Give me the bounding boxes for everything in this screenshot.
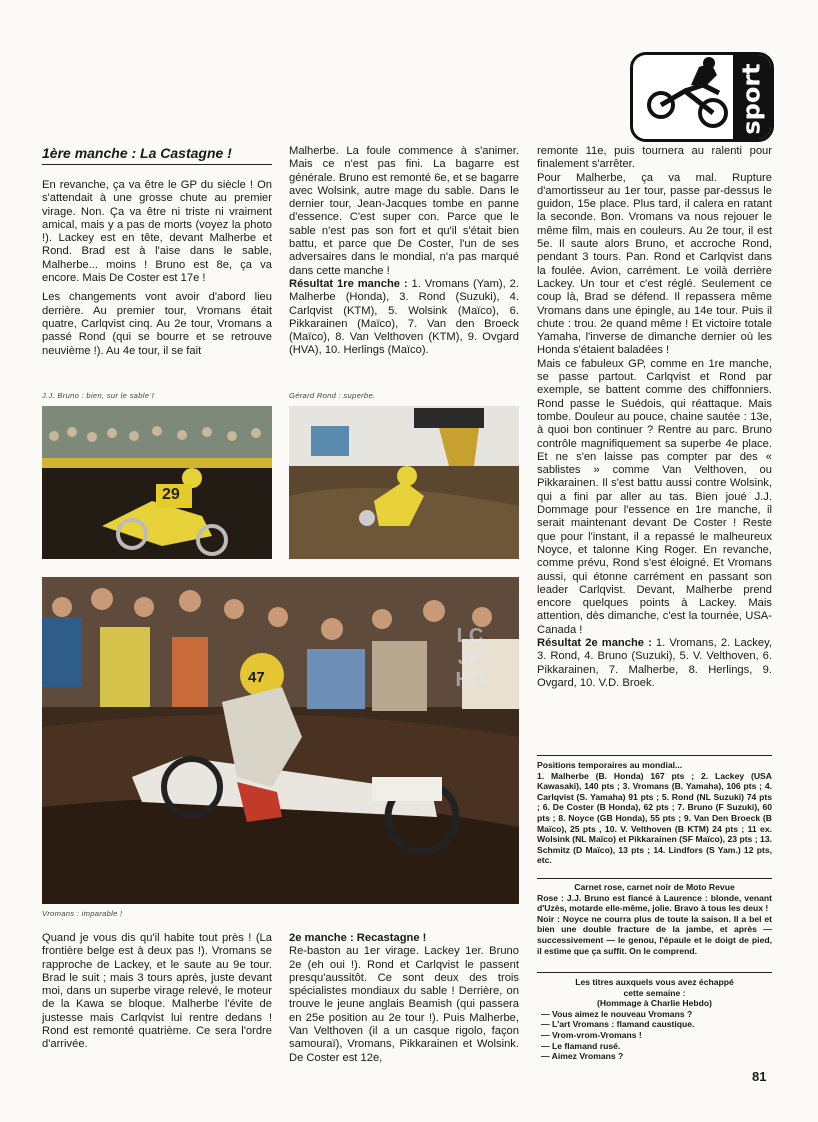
carnet-title: Carnet rose, carnet noir de Moto Revue — [574, 882, 735, 892]
paragraph: Pour Malherbe, ça va mal. Rupture d'amortisseur au 1er tour, passe par-dessus le guidon, 15e place. Plus tard, il calera en ratant la seconde. Bon. Vromans va nous rejouer le même film, mais en couleurs. Au 2e tour, il est 5e. Il saute alors Bruno, et accroche Rond, pendant 3 tours. Pan. Rond et Carlqvist dans la foulée. Avion, carrément. Le voilà derrière Lackey. Un tour et c'est réglé. Seulement ce coup là, Brad se défend. Il repassera même Vromans dans une épingle, au 14e tour. Puis il chute : trou. 2e quand même ! Et victoire totale Yamaha, l'inverse de dimanche dernier où les Honda s'étaient baladées ! — [537, 171, 772, 357]
result-first-heat: Résultat 1re manche : 1. Vromans (Yam), 2. Malherbe (Honda), 3. Rond (Suzuki), 4. Carlqvist (KTM), 5. Wolsink (Maïco), 6. Pikkarainen (Maïco), 7. Van den Broeck (Maïco), 8. Van Velthoven (KTM), 9. Ovgard (HVA), 10. Herlings (Maïco). — [289, 277, 519, 357]
titres-title: Les titres auxquels vous avez échappé — [575, 977, 734, 987]
list-item: — Vrom-vrom-Vromans ! — [541, 1029, 642, 1040]
photo-caption: J.J. Bruno : bien, sur le sable ! — [42, 391, 155, 400]
result-second-heat: Résultat 2e manche : 1. Vromans, 2. Lackey, 3. Rond, 4. Bruno (Suzuki), 5. V. Velthoven, 6. Pikkarainen, 7. Malherbe, 8. Herlings, 9. Ovgard, 10. V.D. Broek. — [537, 636, 772, 689]
rider-number: 47 — [248, 669, 265, 686]
watermark-text: JP — [457, 647, 483, 669]
crowd-image — [42, 406, 272, 559]
titres-subtitle: (Hommage à Charlie Hebdo) — [596, 998, 713, 1009]
paragraph: remonte 11e, puis tournera au ralenti pour finalement s'arrêter. — [537, 145, 772, 171]
photo-caption: Gérard Rond : superbe. — [289, 391, 376, 400]
paragraph: En revanche, ça va être le GP du siècle ! On s'attendait à une grosse chute au premier virage. Non. Ça va être ni triste ni vraiment amical, mais y a pas de morts (voyez la photo !). Lackey est en tête, devant Malherbe et Rond. Brad est à l'aise dans le sable, Malherbe... moins ! Bruno est 8e, ça va encore. Mais De Coster est 17e ! — [42, 179, 272, 285]
carnet-box — [537, 878, 772, 956]
standings-text: 1. Malherbe (B. Honda) 167 pts ; 2. Lackey (USA Kawasaki), 140 pts ; 3. Vromans (B. Yamaha), 106 pts ; 4. Carlqvist (S. Yamaha) 91 pts ; 5. Rond (NL Suzuki) 74 pts ; 6. De Coster (B Honda), 62 pts ; 7. Bruno (F Suzuki), 60 pts ; 8. Noyce (GB Honda), 55 pts ; 9. Van Den Broeck (B Maïco), 25 pts , 10. V. Velthoven (B KTM) 24 pts ; 11 ex. Wolsink (NL Maïco) et Pikkarainen (SF Maïco), 23 pts ; 13. Schmitz (D Maïco), 13 pts ; 14. Lindfors (S Yam.) 12 pts, etc. — [537, 770, 772, 866]
list-item: — Vous aimez le nouveau Vromans ? — [541, 1008, 693, 1019]
list-item: — Le flamand rusé. — [541, 1040, 621, 1051]
list-item: — Aimez Vromans ? — [541, 1051, 624, 1062]
standings-box — [537, 755, 772, 866]
titres-box — [537, 972, 772, 1062]
heading-second-heat: 2e manche : Recastagne ! — [289, 932, 427, 944]
page-number: 81 — [752, 1069, 767, 1084]
paragraph: Malherbe. La foule commence à s'animer. Mais ce n'est pas fini. La bagarre est générale. Bruno est remonté 6e, et se bagarre avec Wolsink, autre mage du sable. Dans le dernier tour, Jean-Jacques tombe en panne d'essence. C'est super con. Parce que le sable n'est pas son fort et qu'il s'était bien battu, et parce que De Coster, l'un de ses adversaires dans le mondial, n'a pas marqué dans cette manche ! — [289, 145, 519, 277]
carnet-rose: Rose : J.J. Bruno est fiancé à Laurence : blonde, venant d'Uzès, motarde elle-même, jolie. Bravo à tous les deux ! — [537, 892, 772, 914]
paragraph: Mais ce fabuleux GP, comme en 1re manche, se passe partout. Carlqvist et Rond par exemple, se battent comme des chiffonniers. Rond passe le Suédois, qui réattaque. Mais tombe. Douleur au pouce, chaine sautée : 13e, à quoi bon continuer ? Rentre au parc. Bruno contrôle magnifiquement sa superbe 4e place. Et ne s'en laisse pas compter par des « sablistes » comme Van Velthoven, ou Pikkarainen. Il s'est battu aussi contre Wolsink, qui a fini par aller au tas. Bien joué J.J. Dommage pour l'essence en 1re manche, il serait maintenant devant De Coster ! Reste que pour l'instant, il a repassé le malheureux Noyce, et talonne King Roger. En revanche, comme prévu, Rond s'est éloigné. Et Vromans aussi, qui étonne carrément en passant son leader Carlqvist. Devant, Malherbe prend encore quelques points à Lackey. Mais attention, dès dimanche, c'est la tournée, USA-Canada ! — [537, 357, 772, 636]
paragraph: Les changements vont avoir d'abord lieu derrière. Au premier tour, Vromans était quatre, Carlqvist cinq. Au 2e tour, Vromans a passé Rond (qui se bourre et se retrouve neuvième !). Au 4e tour, il se fait — [42, 291, 272, 357]
titres-title: cette semaine : — [623, 987, 686, 998]
photo-rond — [289, 406, 519, 559]
photo-bruno — [42, 406, 272, 559]
watermark-text: HD — [455, 669, 485, 691]
standings-title: Positions temporaires au mondial... — [537, 760, 683, 770]
sand-track-image — [289, 406, 519, 559]
heading-first-heat: 1ère manche : La Castagne ! — [42, 145, 272, 165]
sport-logo — [630, 52, 774, 142]
carnet-noir: Noir : Noyce ne courra plus de toute la saison. Il a bel et bien une double fracture de la jambe, et après — successivement — le genou, l'épaule et le doigt de pied, il estime que ça suffit. On le comprend. — [537, 913, 772, 956]
sport-logo-text: sport — [737, 63, 766, 135]
paragraph: Quand je vous dis qu'il habite tout près ! (La frontière belge est à deux pas !). Vromans se rapproche de Lackey, et le saute au 9e tour. Brad le suit ; mais 3 tours après, juste devant moi, dans un superbe virage relevé, le moteur de la Kawa se bloque. Malherbe l'évite de justesse mais Carlqvist lui rentre dedans ! Rond est remonté quatrième. Ce sera l'ordre d'arrivée. — [42, 932, 272, 1051]
list-item: — L'art Vromans : flamand caustique. — [541, 1019, 695, 1030]
watermark — [437, 625, 503, 691]
photo-vromans — [42, 577, 519, 904]
rider-number: 29 — [162, 486, 180, 503]
paragraph: Re-baston au 1er virage. Lackey 1er. Bruno 2e (eh oui !). Rond et Carlqvist le passent presqu'aussitôt. Ce sont deux des trois spécialistes mondiaux du sable ! Derrière, on trouve le jeune anglais Beamish (qui passera en 25e position au 2e tour !). Puis Malherbe, Van Velthoven (il a un casque rigolo, façon samouraï), Vromans, Pikkarainen et Wolsink. De Coster est 12e, — [289, 945, 519, 1064]
photo-caption: Vromans : imparable ! — [42, 909, 123, 918]
watermark-text: LC — [456, 625, 484, 647]
